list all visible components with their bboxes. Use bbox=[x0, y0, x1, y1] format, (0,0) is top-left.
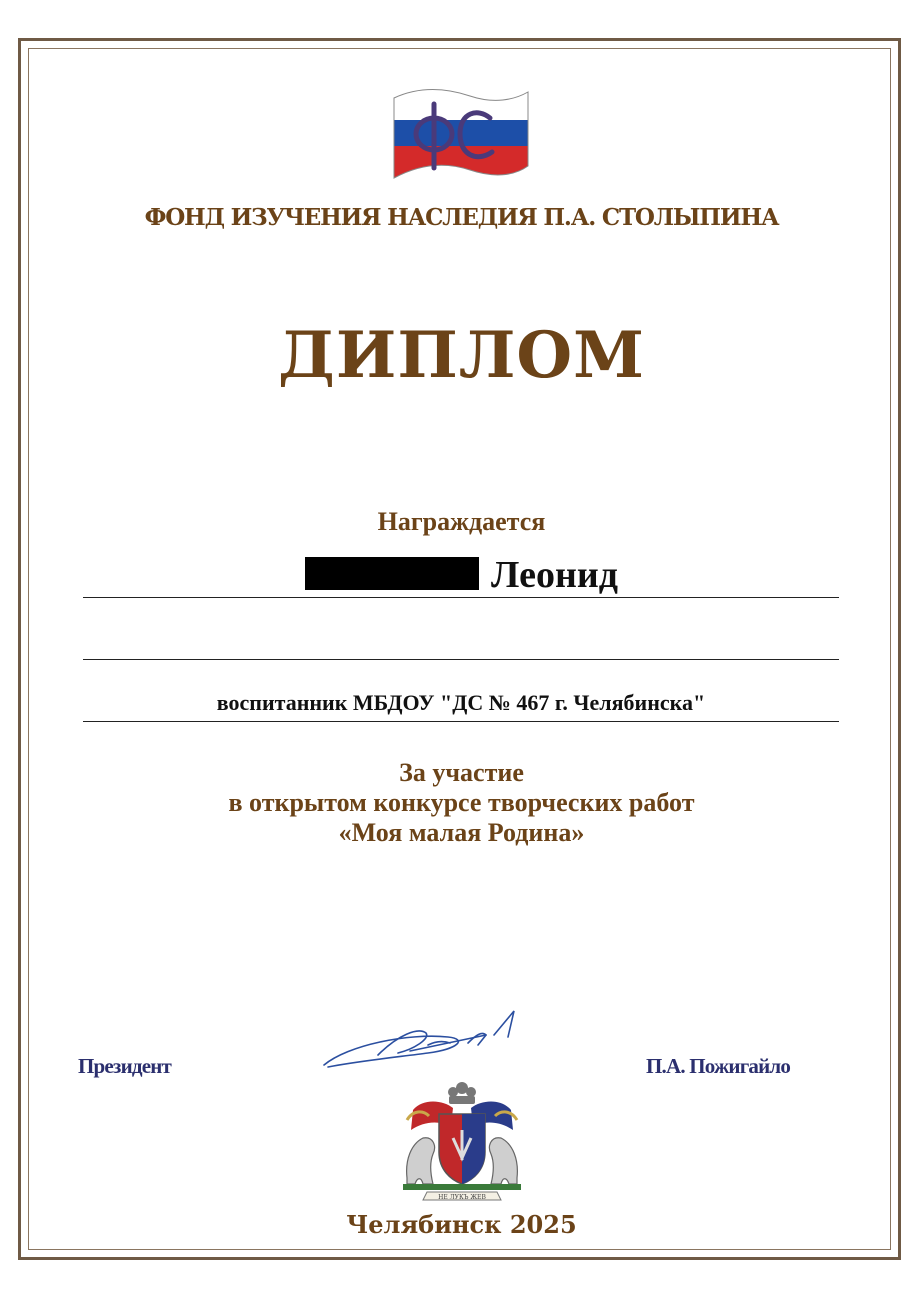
divider-line bbox=[83, 721, 839, 722]
award-reason bbox=[0, 758, 923, 848]
redacted-surname bbox=[305, 557, 479, 590]
recipient-name bbox=[0, 553, 923, 597]
city-year: Челябинск 2025 bbox=[346, 1210, 577, 1239]
organization-name: ФОНД ИЗУЧЕНИЯ НАСЛЕДИЯ П.А. СТОЛЫПИНА bbox=[144, 204, 779, 231]
flag-logo-icon bbox=[390, 84, 532, 186]
coat-of-arms-icon bbox=[393, 1080, 531, 1204]
recipient-first-name: Леонид bbox=[491, 554, 618, 596]
divider-line bbox=[83, 597, 839, 598]
reason-line: в открытом конкурсе творческих работ bbox=[228, 788, 695, 817]
diploma-title: ДИПЛОМ bbox=[278, 318, 645, 393]
signer-name: П.А. Пожигайло bbox=[646, 1054, 791, 1078]
position-label: Президент bbox=[78, 1054, 172, 1078]
reason-line: За участие bbox=[399, 758, 524, 787]
pupil-line: воспитанник МБДОУ "ДС № 467 г. Челябинска" bbox=[216, 690, 706, 715]
awarded-label: Награждается bbox=[377, 507, 546, 536]
reason-line: «Моя малая Родина» bbox=[338, 818, 585, 847]
handwritten-signature-icon bbox=[318, 1005, 523, 1075]
motto-text: НЕ ЛУКЪ ЖЕВ bbox=[438, 1194, 486, 1201]
divider-line bbox=[83, 659, 839, 660]
